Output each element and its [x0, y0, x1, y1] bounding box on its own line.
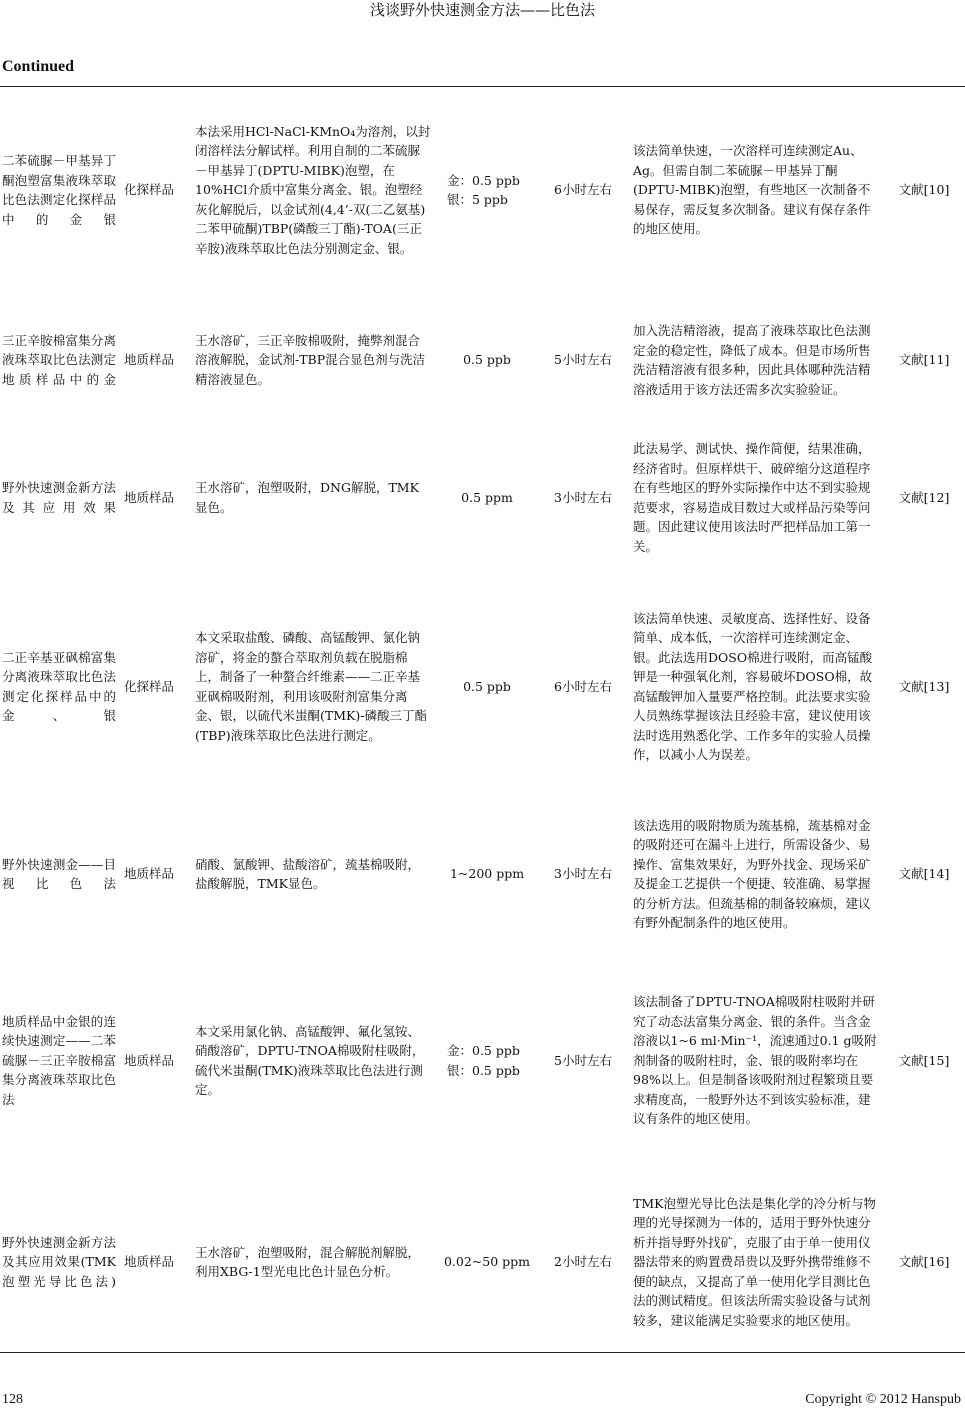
table-row — [0, 1178, 965, 1346]
sample-type-cell: 地质样品 — [124, 489, 175, 505]
method-name-cell: 三正辛胺棉富集分离液珠萃取比色法测定地质样品中的金 — [2, 332, 116, 387]
method-description-cell: 王水溶矿，泡塑吸附，DNG解脱，TMK显色。 — [195, 480, 419, 515]
method-name-cell: 二正辛基亚砜棉富集分离液珠萃取比色法测定化探样品中的金、银 — [2, 649, 116, 723]
analysis-time-cell: 2小时左右 — [554, 1254, 612, 1270]
evaluation-cell: 该法制备了DPTU-TNOA棉吸附柱吸附并研究了动态法富集分离金、银的条件。当含金溶液以1~6 ml·Min⁻¹，流速通过0.1 g吸附剂制备的吸附柱时，金、银的吸附率均在98%以上。但是制备该吸附剂过程繁琐且要求精度高，一般野外达不到该实验标准，建议有条件的地区使用。 — [633, 994, 877, 1127]
reference-cell: 文献[10] — [898, 182, 950, 198]
detection-limit-line: 0.5 ppb — [463, 678, 511, 694]
reference-cell: 文献[13] — [898, 678, 950, 694]
method-description-cell: 王水溶矿，三正辛胺棉吸附，掩弊剂混合溶液解脱，金试剂-TBP混合显色剂与洗洁精溶液显色。 — [195, 332, 426, 387]
analysis-time-cell: 5小时左右 — [554, 352, 612, 368]
evaluation-cell: 该法简单快速，一次溶样可连续测定Au、Ag。但需自制二苯硫脲－甲基异丁酮(DPTU-MIBK)泡塑，有些地区一次制备不易保存，需反复多次制备。建议有保存条件的地区使用。 — [633, 143, 871, 237]
table-row — [0, 293, 965, 427]
sample-type-cell: 地质样品 — [124, 1052, 175, 1068]
sample-type-cell: 地质样品 — [124, 1254, 175, 1270]
detection-limit-cell — [435, 568, 539, 805]
detection-limit-cell — [435, 427, 539, 568]
detection-limit-cell — [435, 87, 539, 293]
reference-cell: 文献[12] — [898, 489, 950, 505]
method-description-cell: 本文采用氯化钠、高锰酸钾、氟化氢铵、硝酸溶矿，DPTU-TNOA棉吸附柱吸附，硫代米蚩酮(TMK)液珠萃取比色法进行测定。 — [195, 1023, 425, 1097]
sample-type-cell: 化探样品 — [124, 182, 175, 198]
reference-cell: 文献[14] — [898, 866, 950, 882]
table-row — [0, 805, 965, 943]
detection-limit-line: 金：0.5 ppb — [447, 1043, 520, 1058]
detection-limit-cell — [435, 1178, 539, 1346]
method-description-cell: 王水溶矿，泡塑吸附，混合解脱剂解脱，利用XBG-1型光电比色计显色分析。 — [195, 1244, 421, 1279]
detection-limit-cell — [435, 293, 539, 427]
sample-type-cell: 地质样品 — [124, 866, 175, 882]
analysis-time-cell: 6小时左右 — [554, 678, 612, 694]
method-name-cell: 野外快速测金——目视比色法 — [2, 856, 116, 891]
detection-limit-line: 金：0.5 ppb — [447, 172, 520, 188]
reference-cell: 文献[16] — [898, 1254, 950, 1270]
detection-limit-line: 0.5 ppb — [463, 352, 511, 368]
methods-table — [0, 87, 965, 1346]
evaluation-cell: 该法选用的吸附物质为巯基棉，巯基棉对金的吸附还可在漏斗上进行，所需设备少、易操作、富集效果好，为野外找金、现场采矿及提金工艺提供一个便捷、较准确、易掌握的分析方法。但巯基棉的制备较麻烦，建议有野外配制条件的地区使用。 — [633, 817, 871, 930]
sample-type-cell: 化探样品 — [124, 678, 175, 694]
detection-limit-line: 银：0.5 ppb — [447, 1062, 520, 1078]
detection-limit-cell — [435, 943, 539, 1178]
running-header: 浅谈野外快速测金方法——比色法 — [369, 1, 595, 19]
evaluation-cell: 此法易学、测试快、操作简便，结果准确，经济省时。但原样烘干、破碎缩分这道程序在有些地区的野外实际操作中达不到实验规范要求，容易造成目数过大或样品污染等问题。因此建议使用该法时严把样品加工第一关。 — [633, 441, 871, 554]
method-description-cell: 本文采取盐酸、磷酸、高锰酸钾、氯化钠溶矿，将金的螯合萃取剂负载在脱脂棉上，制备了一种螯合纤维素——二正辛基亚砜棉吸附剂，利用该吸附剂富集分离金、银，以硫代米蚩酮(TMK)-磷酸三丁酯(TBP)液珠萃取比色法进行测定。 — [195, 630, 427, 743]
method-description-cell: 本法采用HCl-NaCl-KMnO₄为溶剂，以封闭溶样法分解试样。利用自制的二苯硫脲－甲基异丁(DPTU-MIBK)泡塑，在10%HCl介质中富集分离金、银。泡塑经灰化解脱后，以金试剂(4,4’-双(二乙氨基)二苯甲硫酮)TBP(磷酸三丁酯)-TOA(三正辛胺)液珠萃取比色法分别测定金、银。 — [195, 123, 431, 256]
method-name-cell: 野外快速测金新方法及其应用效果(TMK泡塑光导比色法) — [2, 1234, 116, 1289]
detection-limit-line: 0.5 ppm — [461, 489, 513, 505]
table-row — [0, 87, 965, 293]
table-row — [0, 568, 965, 805]
analysis-time-cell: 5小时左右 — [554, 1052, 612, 1068]
table-bottom-rule — [0, 1352, 965, 1353]
table-row — [0, 943, 965, 1178]
analysis-time-cell: 3小时左右 — [554, 866, 612, 882]
analysis-time-cell: 6小时左右 — [554, 182, 612, 198]
table-row — [0, 427, 965, 568]
reference-cell: 文献[11] — [898, 352, 950, 368]
sample-type-cell: 地质样品 — [124, 352, 175, 368]
method-name-cell: 地质样品中金银的连续快速测定——二苯硫脲－三正辛胺棉富集分离液珠萃取比色法 — [2, 1013, 116, 1107]
evaluation-cell: 加入洗洁精溶液，提高了液珠萃取比色法测定金的稳定性，降低了成本。但是市场所售洗洁精溶液有很多种，因此具体哪种洗洁精溶液适用于该方法还需多次实验验证。 — [633, 323, 871, 397]
method-name-cell: 野外快速测金新方法及其应用效果 — [2, 480, 116, 515]
copyright: Copyright © 2012 Hanspub — [805, 1392, 961, 1407]
method-name-cell: 二苯硫脲－甲基异丁酮泡塑富集液珠萃取比色法测定化探样品中的金银 — [2, 153, 116, 227]
detection-limit-line: 银：5 ppb — [447, 192, 508, 207]
detection-limit-line: 0.02~50 ppm — [443, 1254, 531, 1270]
detection-limit-line: 1~200 ppm — [449, 866, 525, 882]
continued-label: Continued — [2, 58, 75, 75]
detection-limit-cell — [435, 805, 539, 943]
analysis-time-cell: 3小时左右 — [554, 489, 612, 505]
evaluation-cell: 该法简单快速、灵敏度高、选择性好、设备简单、成本低，一次溶样可连续测定金、银。此法选用DOSO棉进行吸附，而高锰酸钾是一种强氧化剂，容易破坏DOSO棉，故高锰酸钾加入量要严格控制。此法要求实验人员熟练掌握该法且经验丰富，建议使用该法时选用熟悉化学、工作多年的实验人员操作，以减小人为误差。 — [633, 610, 873, 762]
evaluation-cell: TMK泡塑光导比色法是集化学的冷分析与物理的光导探测为一体的，适用于野外快速分析并指导野外找矿，克服了由于单一使用仪器法带来的购置费昂贵以及野外携带维修不便的缺点，又提高了单一使用化学目测比色法的测试精度。但该法所需实验设备与试剂较多，建议能满足实验要求的地区使用。 — [633, 1195, 876, 1328]
page-number: 128 — [2, 1392, 23, 1407]
method-description-cell: 硝酸、氯酸钾、盐酸溶矿，巯基棉吸附，盐酸解脱，TMK显色。 — [195, 856, 421, 891]
reference-cell: 文献[15] — [898, 1052, 950, 1068]
